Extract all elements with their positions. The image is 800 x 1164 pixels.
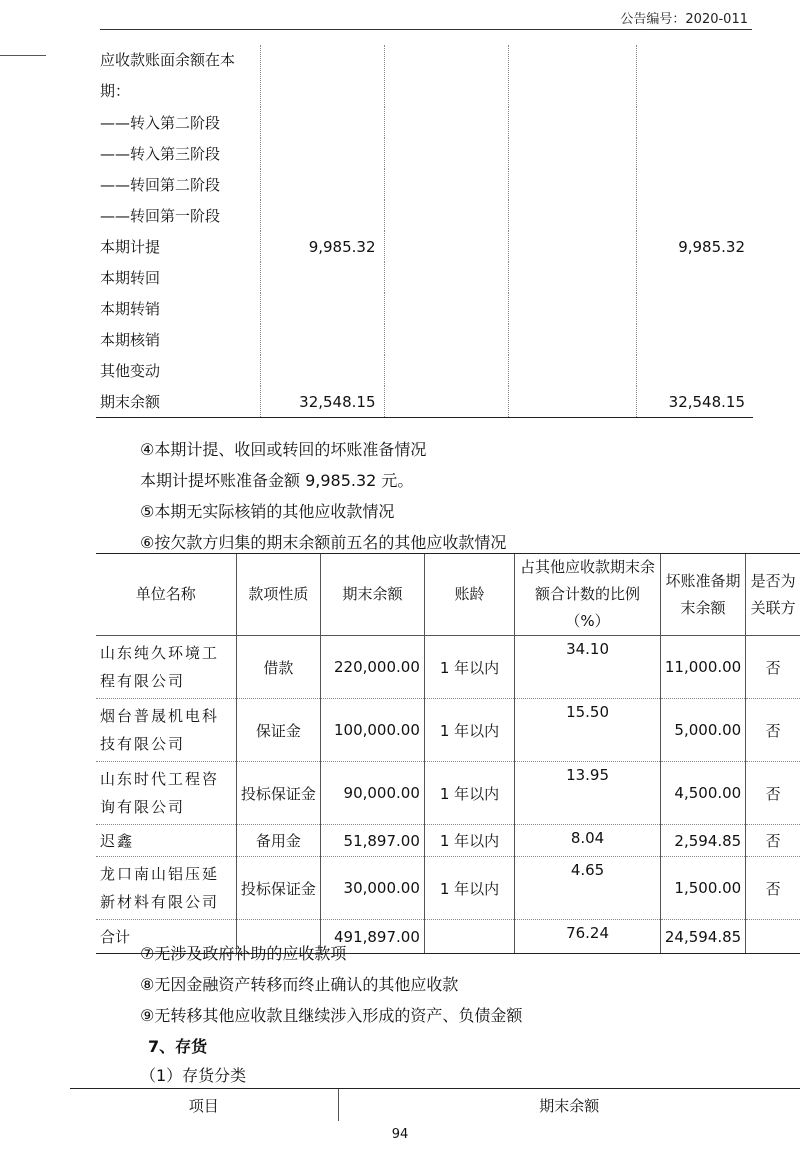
- table-row: [96, 699, 800, 762]
- cell: [508, 138, 636, 169]
- cell: [746, 920, 800, 954]
- row-label: ——转回第一阶段: [100, 207, 221, 225]
- cell: [508, 169, 636, 200]
- debt-age: 1 年以内: [424, 636, 514, 699]
- debt-nature: 备用金: [236, 825, 320, 857]
- debt-ratio: 4.65: [515, 857, 661, 920]
- cell: 9,985.32: [260, 231, 384, 262]
- debtor-name: 烟台普晟机电科技有限公司: [96, 699, 236, 762]
- cell: [508, 355, 636, 386]
- side-mark: [0, 55, 46, 56]
- col-header-name: 单位名称: [96, 554, 236, 636]
- row-label: 本期核销: [100, 331, 161, 349]
- paragraph-9: ⑨无转移其他应收款且继续涉入形成的资产、负债金额: [140, 1006, 523, 1025]
- row-label: ——转入第二阶段: [100, 114, 221, 132]
- table-row: [96, 825, 800, 857]
- debt-nature: 保证金: [236, 699, 320, 762]
- cell: [260, 169, 384, 200]
- debt-age: 1 年以内: [424, 825, 514, 857]
- cell: [508, 107, 636, 138]
- cell: [636, 355, 753, 386]
- paragraph-4: ④本期计提、收回或转回的坏账准备情况: [140, 440, 427, 459]
- col-header-provision: 坏账准备期末余额: [660, 554, 745, 636]
- row-label: 本期转回: [100, 269, 161, 287]
- row-label: 本期计提: [100, 238, 161, 256]
- total-ratio: 76.24: [515, 920, 661, 954]
- debt-provision: 1,500.00: [660, 857, 745, 920]
- cell: 32,548.15: [636, 386, 753, 418]
- cell: [636, 293, 753, 324]
- cell: [384, 107, 508, 138]
- cell: [384, 231, 508, 262]
- debt-balance: 30,000.00: [321, 857, 425, 920]
- debt-nature: 投标保证金: [236, 762, 320, 825]
- cell: [636, 45, 753, 107]
- paragraph-8: ⑧无因金融资产转移而终止确认的其他应收款: [140, 975, 459, 994]
- debt-balance: 220,000.00: [321, 636, 425, 699]
- cell: 9,985.32: [636, 231, 753, 262]
- cell: [636, 324, 753, 355]
- cell: [260, 262, 384, 293]
- bad-debt-provision-table: [96, 45, 753, 418]
- col-header-nature: 款项性质: [236, 554, 320, 636]
- row-label: ——转回第二阶段: [100, 176, 221, 194]
- col-header-related: 是否为关联方: [746, 554, 800, 636]
- cell: [508, 324, 636, 355]
- col-header-age: 账龄: [424, 554, 514, 636]
- debt-provision: 11,000.00: [660, 636, 745, 699]
- table-row: [96, 169, 753, 200]
- cell: [384, 200, 508, 231]
- cell: [636, 200, 753, 231]
- debt-ratio: 34.10: [515, 636, 661, 699]
- debt-balance: 90,000.00: [321, 762, 425, 825]
- col-header-balance: 期末余额: [321, 554, 425, 636]
- debt-age: 1 年以内: [424, 857, 514, 920]
- table-row: [96, 107, 753, 138]
- subsection-heading: （1）存货分类: [140, 1066, 247, 1085]
- cell: [508, 293, 636, 324]
- row-label: 应收款账面余额在本期：: [100, 51, 236, 100]
- total-label: 合计: [96, 920, 236, 954]
- table-row: [96, 857, 800, 920]
- debt-nature: 投标保证金: [236, 857, 320, 920]
- cell: [384, 386, 508, 418]
- inventory-table: [70, 1088, 800, 1121]
- row-label: 本期转销: [100, 300, 161, 318]
- cell: [424, 920, 514, 954]
- debt-related: 否: [746, 699, 800, 762]
- total-provision: 24,594.85: [660, 920, 745, 954]
- debt-age: 1 年以内: [424, 699, 514, 762]
- debt-balance: 51,897.00: [321, 825, 425, 857]
- paragraph-7: ⑦无涉及政府补助的应收款项: [140, 944, 347, 963]
- header-row: [70, 1089, 800, 1122]
- debt-ratio: 15.50: [515, 699, 661, 762]
- cell: [260, 107, 384, 138]
- debt-provision: 4,500.00: [660, 762, 745, 825]
- table-row: [96, 762, 800, 825]
- debt-ratio: 13.95: [515, 762, 661, 825]
- header-row: [96, 554, 800, 636]
- cell: [508, 45, 636, 107]
- cell: [508, 231, 636, 262]
- cell: [384, 262, 508, 293]
- total-balance: 491,897.00: [321, 920, 425, 954]
- debt-related: 否: [746, 825, 800, 857]
- debt-related: 否: [746, 636, 800, 699]
- paragraph-5: ⑤本期无实际核销的其他应收款情况: [140, 502, 395, 521]
- row-label: 其他变动: [100, 362, 161, 380]
- cell: 32,548.15: [260, 386, 384, 418]
- table-row: [96, 355, 753, 386]
- cell: [384, 169, 508, 200]
- debtor-name: 龙口南山铝压延新材料有限公司: [96, 857, 236, 920]
- cell: [636, 138, 753, 169]
- debt-related: 否: [746, 857, 800, 920]
- debtor-name: 山东纯久环境工程有限公司: [96, 636, 236, 699]
- row-label: 期末余额: [96, 386, 260, 418]
- cell: [384, 324, 508, 355]
- cell: [508, 200, 636, 231]
- cell: [636, 107, 753, 138]
- debt-age: 1 年以内: [424, 762, 514, 825]
- table-row: [96, 324, 753, 355]
- section-heading: 7、存货: [148, 1037, 208, 1056]
- cell: [260, 45, 384, 107]
- cell: [384, 293, 508, 324]
- table-row: [96, 262, 753, 293]
- paragraph-4-detail: 本期计提坏账准备金额 9,985.32 元。: [140, 471, 414, 490]
- paragraph-6: ⑥按欠款方归集的期末余额前五名的其他应收款情况: [140, 533, 507, 552]
- debtor-name: 山东时代工程咨询有限公司: [96, 762, 236, 825]
- col-header-item: 项目: [70, 1089, 338, 1122]
- cell: [260, 355, 384, 386]
- debtor-name: 迟鑫: [96, 825, 236, 857]
- cell: [636, 262, 753, 293]
- top-five-debtors-table: [96, 553, 800, 954]
- cell: [636, 169, 753, 200]
- cell: [384, 138, 508, 169]
- col-header-balance: 期末余额: [338, 1089, 800, 1122]
- cell: [508, 386, 636, 418]
- cell: [384, 45, 508, 107]
- table-row: [96, 138, 753, 169]
- header-rule: [100, 29, 752, 30]
- table-row: [96, 231, 753, 262]
- cell: [260, 293, 384, 324]
- table-row: [96, 636, 800, 699]
- debt-balance: 100,000.00: [321, 699, 425, 762]
- cell: [508, 262, 636, 293]
- debt-related: 否: [746, 762, 800, 825]
- page-number: 94: [391, 1127, 409, 1142]
- table-row: [96, 200, 753, 231]
- debt-provision: 2,594.85: [660, 825, 745, 857]
- table-row: [96, 293, 753, 324]
- row-label: ——转入第三阶段: [100, 145, 221, 163]
- col-header-ratio: 占其他应收款期末余额合计数的比例（%）: [515, 554, 661, 636]
- debt-ratio: 8.04: [515, 825, 661, 857]
- cell: [260, 324, 384, 355]
- debt-nature: 借款: [236, 636, 320, 699]
- table-row: [96, 386, 753, 418]
- cell: [384, 355, 508, 386]
- cell: [260, 200, 384, 231]
- cell: [260, 138, 384, 169]
- debt-provision: 5,000.00: [660, 699, 745, 762]
- header-code: 公告编号：2020-011: [620, 12, 748, 27]
- table-row: [96, 45, 753, 107]
